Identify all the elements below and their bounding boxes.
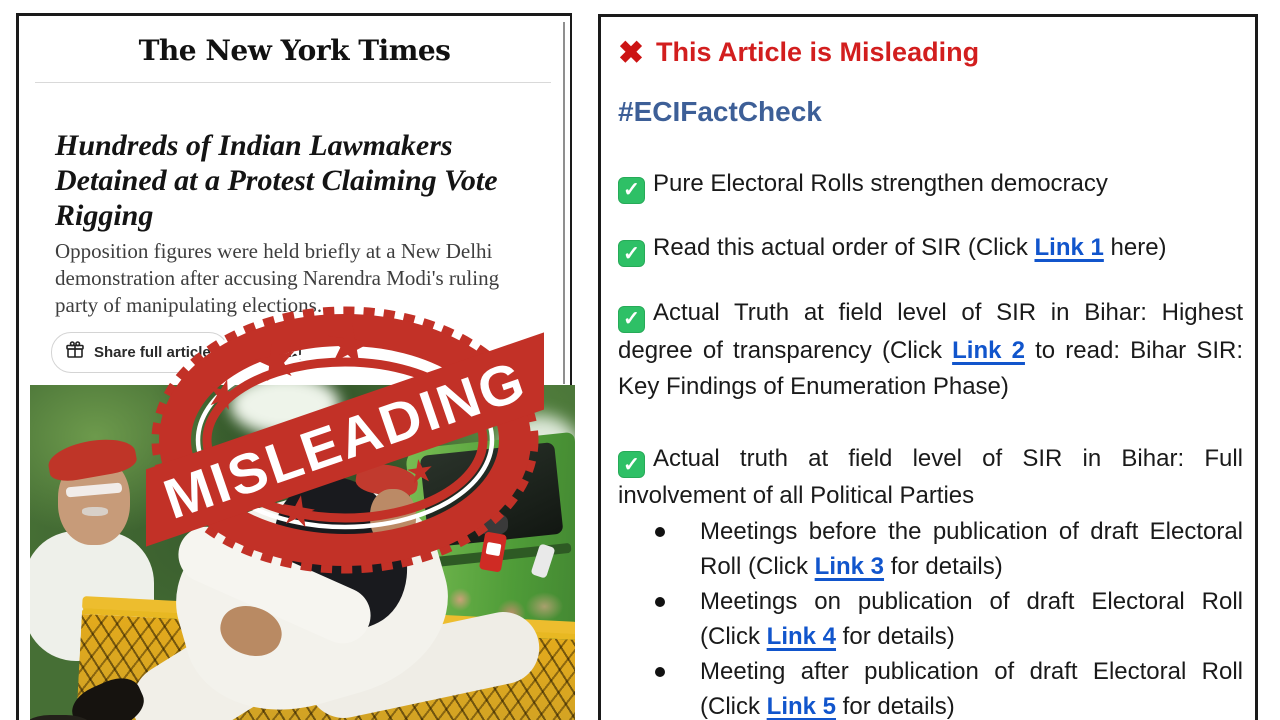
fact-point-2 [618, 230, 1243, 268]
verdict-text: This Article is Misleading [655, 37, 980, 67]
stamp-text: MISLEADING [155, 350, 528, 531]
article-headline: Hundreds of Indian Lawmakers Detained at a Protest Claiming Vote Rigging [55, 129, 498, 232]
bullet-item-1 [618, 514, 1243, 584]
fact-point-2-text: Read this actual order of SIR (Click [653, 233, 1035, 261]
fact-point-2-text-end: here) [1103, 233, 1167, 261]
bullet-3-text-end: for details) [836, 693, 955, 720]
fact-point-4-text: Actual truth at field level of SIR in Bihar: Full involvement of all Political Parties [618, 444, 1243, 509]
bullet-2-text: Meetings on publication of draft Electoral Roll (Click [700, 588, 1243, 650]
fact-point-3-text: Actual Truth at field level of SIR in Bihar: Highest degree of transparency (Click [618, 299, 1243, 364]
check-icon: ✓ [618, 451, 645, 478]
bullet-1-text-end: for details) [884, 553, 1003, 580]
protester-left-mustache [82, 507, 108, 516]
hashtag: #ECIFactCheck [618, 96, 822, 127]
bullet-dot [655, 597, 665, 607]
scrollbar[interactable] [563, 22, 565, 384]
link-1[interactable]: Link 1 [1034, 233, 1104, 261]
fact-point-1 [618, 166, 1243, 204]
link-4[interactable]: Link 4 [766, 623, 837, 650]
check-icon: ✓ [618, 240, 645, 267]
fact-check-panel [598, 14, 1258, 720]
link-3[interactable]: Link 3 [814, 553, 885, 580]
verdict-line [618, 37, 1243, 68]
bullet-dot [655, 527, 665, 537]
nyt-masthead: The New York Times [138, 34, 451, 67]
gift-icon [65, 340, 85, 365]
link-2[interactable]: Link 2 [952, 336, 1025, 364]
bullet-dot [655, 667, 665, 677]
fact-point-3 [618, 295, 1243, 405]
cross-icon: ✖ [618, 35, 644, 70]
fact-point-4 [618, 441, 1243, 515]
bullet-2-text-end: for details) [836, 623, 955, 650]
masthead-divider [35, 82, 551, 83]
bullet-1-text: Meetings before the publication of draft Electoral Roll (Click [700, 518, 1243, 580]
fact-point-1-text: Pure Electoral Rolls strengthen democracy [653, 170, 1108, 197]
share-button-label: Share full article [94, 343, 211, 361]
bullet-item-3 [618, 654, 1243, 720]
fact-bullet-list [618, 514, 1243, 720]
fact-point-3-text-end: to read: Bihar SIR: Key Findings of Enumeration Phase) [618, 336, 1243, 400]
check-icon: ✓ [618, 177, 645, 204]
bullet-item-2 [618, 584, 1243, 654]
check-icon: ✓ [618, 306, 645, 333]
link-5[interactable]: Link 5 [766, 693, 837, 720]
article-subtitle: Opposition figures were held briefly at a New Delhi demonstration after accusing Narendra Modi's ruling party of manipulating elections. [55, 239, 500, 317]
bullet-3-text: Meeting after publication of draft Electoral Roll (Click [700, 658, 1243, 720]
misleading-stamp [146, 300, 544, 576]
